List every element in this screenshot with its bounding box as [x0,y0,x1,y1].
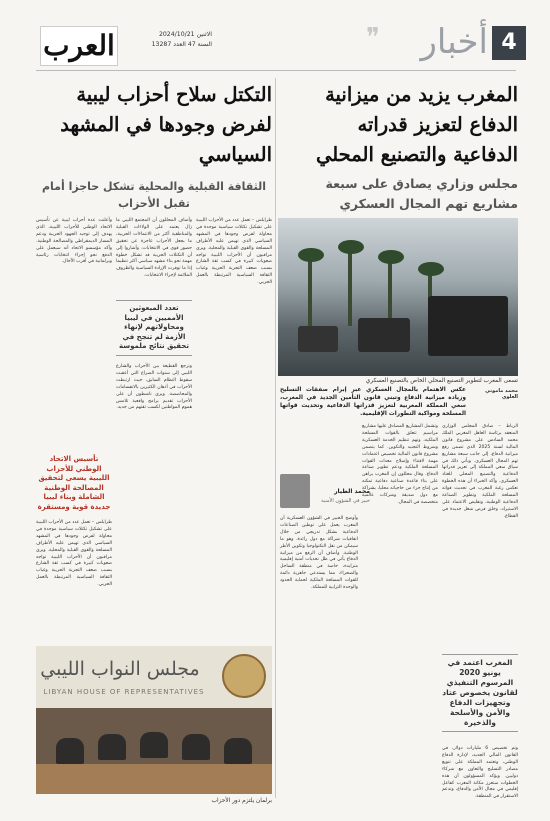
issue-number: السنة 47 العدد 13287 [151,41,212,48]
parliament-banner-english: LIBYAN HOUSE OF REPRESENTATIVES [43,688,205,696]
parliament-photo-caption: برلمان يلتزم دور الأحزاب [211,798,272,804]
parliament-emblem-icon [222,654,266,698]
right-article-lead: عكس الاهتمام بالمجال العسكري عبر إبرام صفقات التسليح وزيادة ميزانية الدفاع وتبني قانون التأمين الجديد في المغرب، سعي المملكة المغربية لتعزيز قدراتها الدفاعية وتحديث قواتها المسلحة ومواكبة التطورات الإقليمية. [280,387,466,417]
left-article-headline: التكتل سلاح أحزاب ليبية لفرض وجودها في المشهد السياسي [60,83,272,166]
issue-info [118,30,212,60]
right-article-author: محمد ماموني العلوي [485,388,518,400]
right-article-column-4: وتم تخصيص 6 مليارات دولار، في القانون المالي الجديد، لإدارة الدفاع الوطني، وتعتمد المملكة على تنويع مصادر التسليح والتعاون مع شركاء دوليين. ويؤكد المسؤولون أن هذه الخطوات ستعزز مكانة المغرب كفاعل إقليمي في مجال الأمن والدفاع، وتدعم الاستقرار في المنطقة. [442,746,519,800]
left-article-column-1: طرابلس – تعمل عدد من الأحزاب الليبية على تشكيل تكتلات سياسية موحدة في محاولة لفرض وجودها في المشهد السياسي الذي تهيمن عليه الأطراف المسلحة والقوى القبلية والمحلية. ويرى مراقبون أن الأحزاب الليبية تواجه صعوبات كبيرة في كسب ثقة الشارع بسبب ضعف التجربة الحزبية وغياب الثقافة السياسية المرتبطة بالعمل الحزبي. [196,218,272,286]
parliament-banner [36,646,272,708]
right-article-pullquote: المغرب اعتمد في يونيو 2020 المرسوم التنفيذي لقانون يخصوص عتاد وتجهيزات الدفاع والأمن والأسلحة والذخيرة [442,654,518,732]
left-article-column-3b: طرابلس – تعمل عدد من الأحزاب الليبية على تشكيل تكتلات سياسية موحدة في محاولة لفرض وجودها في المشهد السياسي الذي تهيمن عليه الأطراف المسلحة والقوى القبلية والمحلية. ويرى مراقبون أن الأحزاب الليبية تواجه صعوبات كبيرة في كسب ثقة الشارع بسبب ضعف التجربة الحزبية وغياب الثقافة السياسية المرتبطة بالعمل الحزبي. [36,520,112,588]
left-article-column-2a: وأضاف المحللون أن المجتمع الليبي ما زال يعتمد على الولاءات القبلية والمناطقية أكثر من الانتماءات الحزبية، ما يجعل الأحزاب عاجزة عن تحقيق حضور قوي في الانتخابات. وأشاروا إلى أن التكتلات الحزبية قد تشكل خطوة مهمة نحو بناء مشهد سياسي أكثر تنظيما إذا ما توفرت الإرادة السياسية والظروف الملائمة لإجراء الانتخابات. [116,218,192,279]
right-article-column-1: الرباط – صادق المجلس الوزاري المنعقد برئاسة العاهل المغربي الملك محمد السادس على مشروع قانون المالية لسنة 2025 الذي تضمن رفع ميزانية الدفاع، إلى جانب سبعة مشاريع تهم المجال العسكري. ويأتي ذلك في سياق سعي المملكة إلى تعزيز قدراتها الدفاعية والتصنيع المحلي للعتاد العسكري. وأكد الخبراء أن هذه الخطوة تعكس رغبة المغرب في تحديث قواته المسلحة الملكية وتطوير الصناعة الدفاعية الوطنية، وتقليص الاعتماد على الاستيراد، وخلق فرص شغل جديدة في القطاع. [442,424,518,519]
left-article-column-3: وأعلنت عدة أحزاب ليبية عن تأسيس الاتحاد الوطني للأحزاب الليبية، الذي يهدف إلى توحيد الجهود الحزبية ودعم المسار الديمقراطي والمصالحة الوطنية. وأكد مؤسسو الاتحاد أنه سيعمل على الدفع نحو إجراء انتخابات رئاسية وبرلمانية في أقرب الآجال. [36,218,112,265]
right-article-column-3: وأوضح الخبير في الشؤون العسكرية أن المغرب يعمل على توطين الصناعات الدفاعية بشكل تدريجي من خلال اتفاقيات شراكة مع دول رائدة، وهو ما سيمكن من نقل التكنولوجيا وتكوين الأطر الوطنية. وأضاف أن الرفع من ميزانية الدفاع يأتي في ظل تحديات أمنية إقليمية متزايدة، خاصة في منطقة الساحل والصحراء، مما يستدعي جاهزية دائمة للقوات المسلحة الملكية لحماية الحدود والوحدة الترابية للمملكة. [280,516,358,591]
military-photo-caption: تسعى المغرب لتطوير التصنيع المحلي الخاص بالتصنيع العسكري [365,378,518,384]
left-article-highlight: تأسيس الاتحاد الوطني للأحزاب الليبية يسعى لتحقيق المصالحة الوطنية الشاملة وبناء ليبيا جديدة قوية ومستقرة [37,455,111,511]
page-number-badge: 4 [492,26,526,60]
parliament-photo [36,646,272,794]
left-article-column-2b: وترجع القطيعة بين الأحزاب والشارع الليبي إلى سنوات الصراع التي أعقبت سقوط النظام السابق، حيث ارتبطت الأحزاب في أذهان الكثيرين بالانقسامات والمحاصصة. ويرى ناشطون أن على الأحزاب تقديم برامج واقعية تلامس هموم المواطنين لكسب ثقتهم من جديد. [116,364,192,411]
header-divider [36,70,516,71]
left-article-subheadline: الثقافة القبلية والمحلية تشكل حاجزا أمام تقبل الأحزاب [41,180,267,210]
military-photo [278,218,518,376]
section-title: أخبار [420,22,488,62]
parliament-banner-arabic: مجلس النواب الليبي [40,658,200,680]
right-article-headline: المغرب يزيد من ميزانية الدفاع لتعزيز قدراته الدفاعية والتصنيع المحلي [315,83,518,166]
byline-description: خبير في الشؤون الأمنية [321,498,370,504]
issue-date: الاثنين 2024/10/21 [158,31,212,38]
right-article-column-2: وتشمل المشاريع المصادق عليها مشاريع مراسيم تتعلق بالقوات المسلحة الملكية، وتهم تنظيم الخدمة العسكرية وشروط التجنيد والتكوين. كما يتضمن مشروع قانون المالية تخصيص اعتمادات مهمة لاقتناء وإصلاح معدات القوات المسلحة الملكية ودعم تطوير صناعة الدفاع. وقال محللون إن المغرب يراهن على بناء قاعدة صناعية دفاعية تمكنه من إنتاج جزء من حاجياته محليا، بشراكة مع دول صديقة وشركات عالمية متخصصة في المجال. [362,424,438,505]
newspaper-logo: العرب [40,26,118,66]
column-divider [275,78,276,798]
left-article-pullquote: تعدد المبعوثين الأمميين في ليبيا ومحاولاتهم لإنهاء الأزمة لم تنجح في تحقيق نتائج ملموسة [116,300,192,356]
quote-icon: ❞ [366,23,380,53]
right-article-subheadline: مجلس وزاري يصادق على سبعة مشاريع تهم المجال العسكري [325,176,518,211]
byline-name: محمد الطيار [334,488,370,495]
